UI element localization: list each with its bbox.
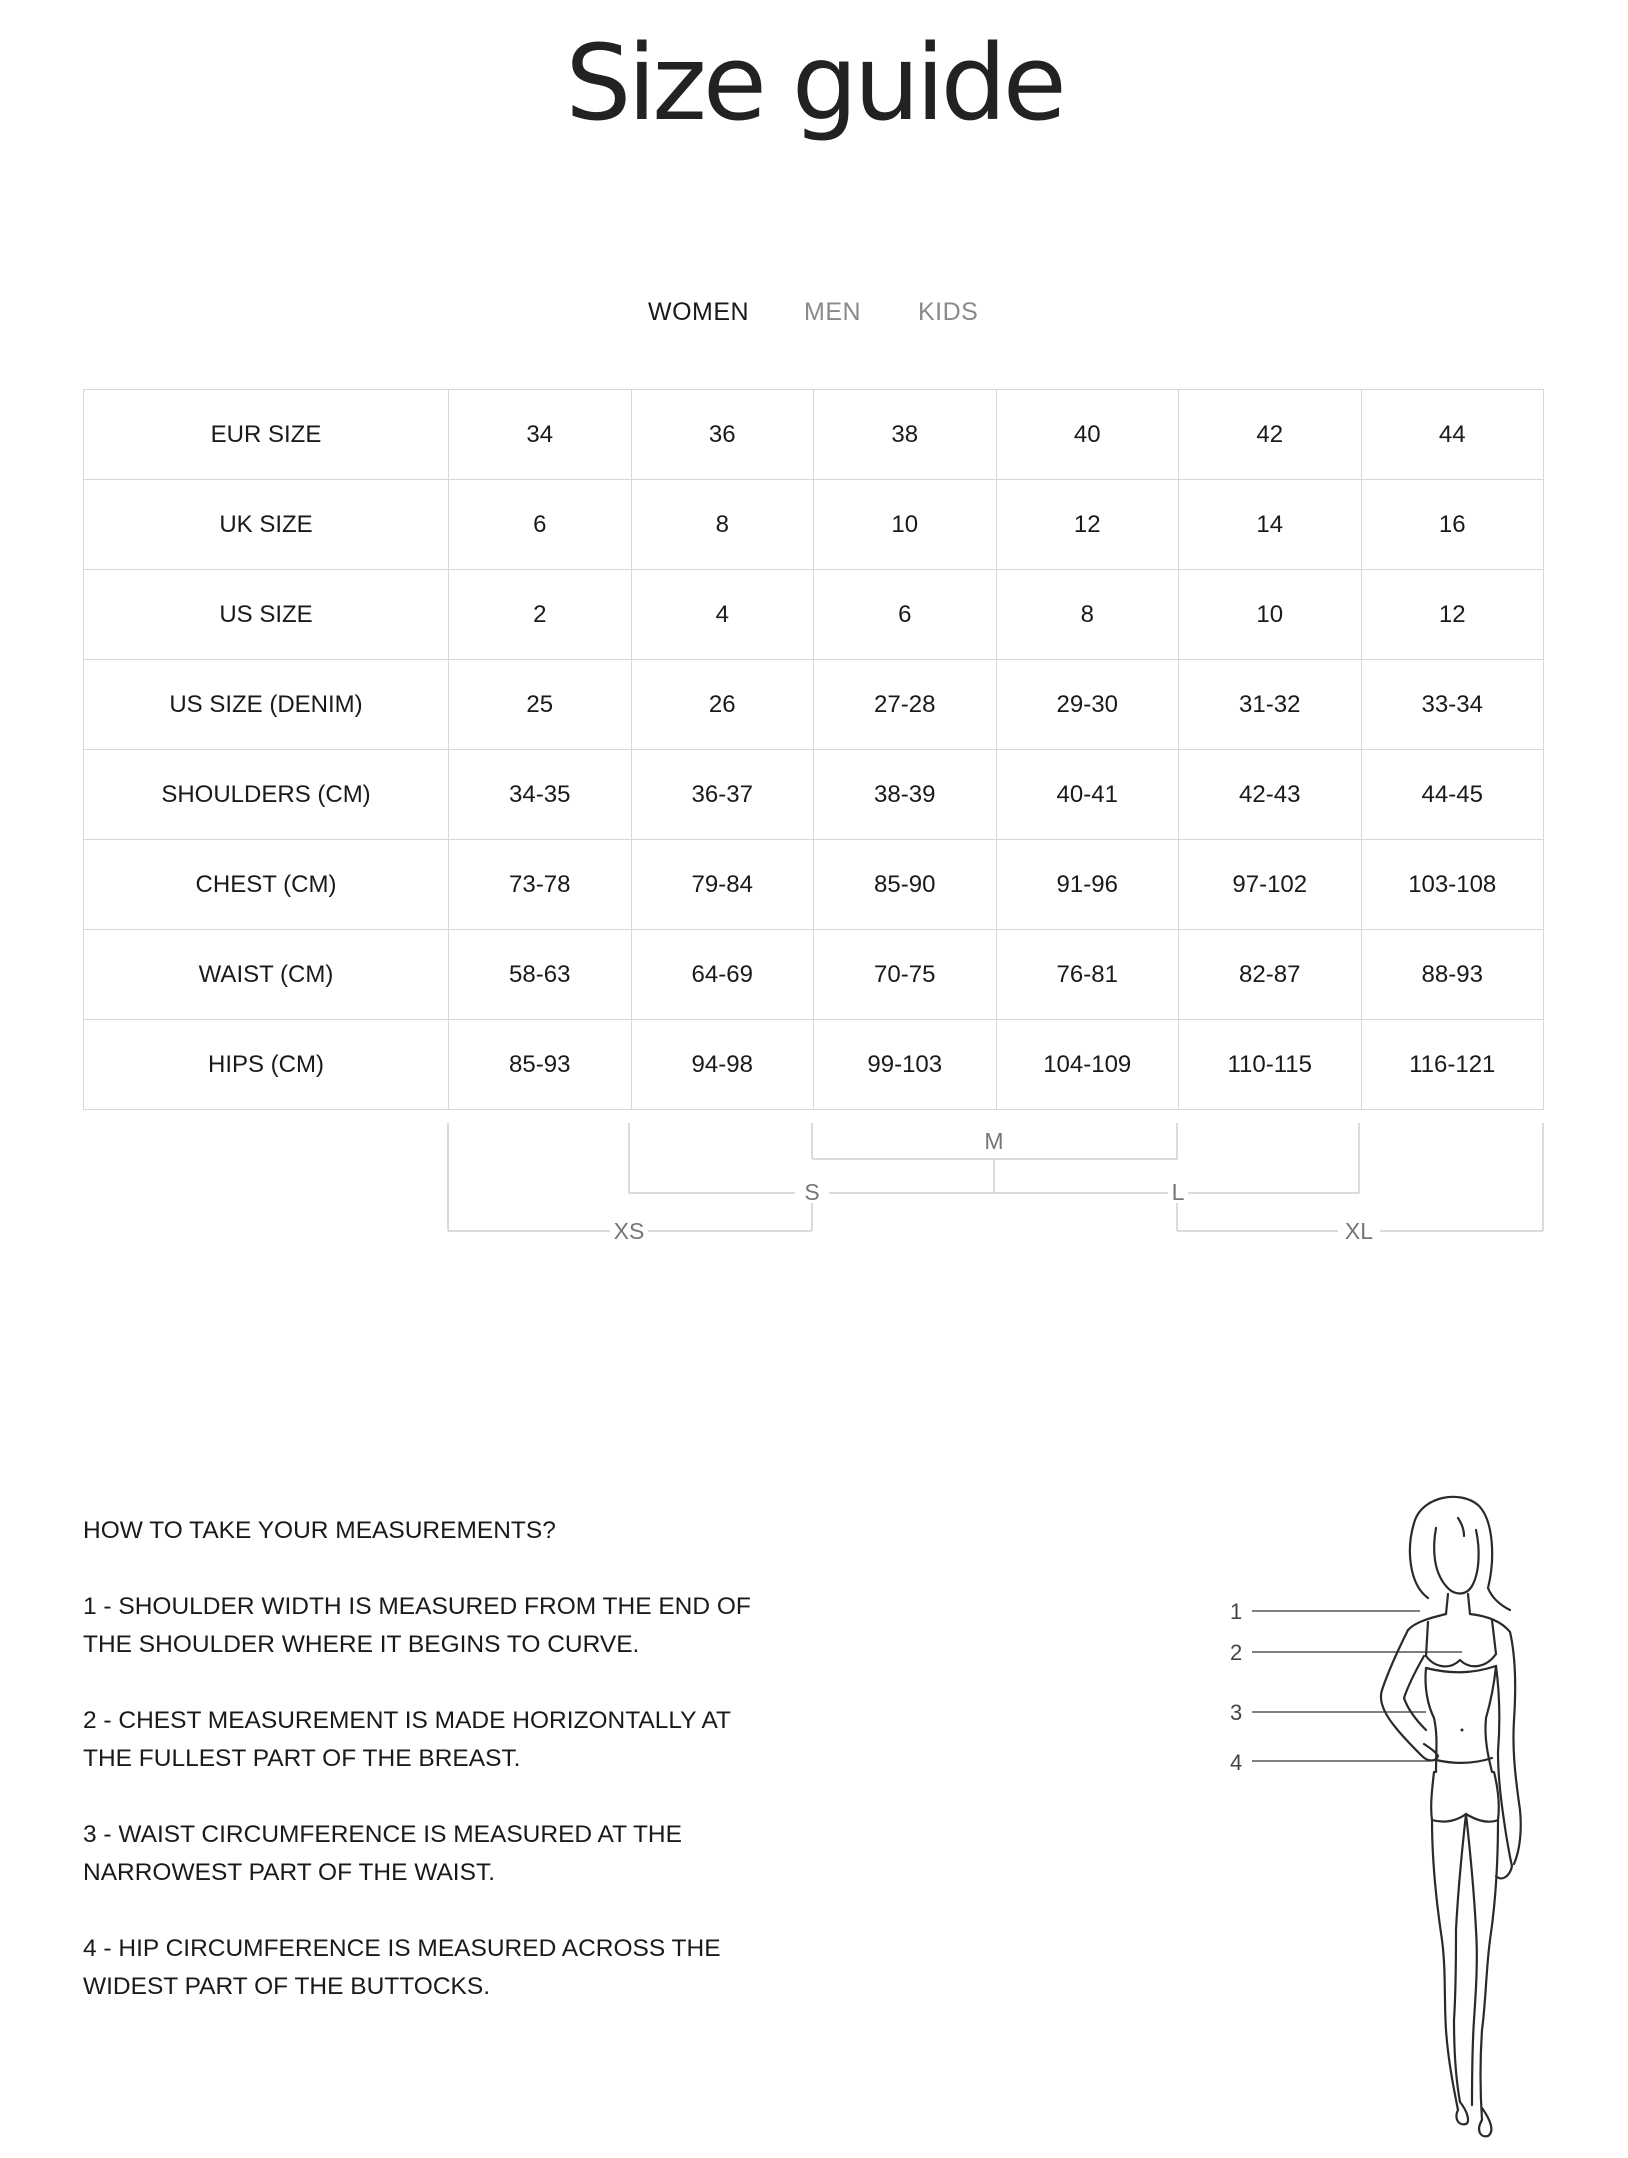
table-cell: 91-96 xyxy=(996,840,1179,930)
size-label-s: S xyxy=(804,1179,820,1205)
row-label: UK SIZE xyxy=(84,480,449,570)
row-label: EUR SIZE xyxy=(84,390,449,480)
bracket-l xyxy=(994,1123,1359,1231)
table-cell: 88-93 xyxy=(1361,930,1544,1020)
table-cell: 8 xyxy=(631,480,814,570)
marker-3: 3 xyxy=(1230,1700,1243,1725)
instruction-line: 1 - SHOULDER WIDTH IS MEASURED FROM THE END OF xyxy=(83,1593,751,1620)
table-cell: 36 xyxy=(631,390,814,480)
row-label: HIPS (CM) xyxy=(84,1020,449,1110)
size-label-l: L xyxy=(1171,1179,1185,1205)
table-cell: 40 xyxy=(996,390,1179,480)
bracket-s xyxy=(629,1123,994,1231)
table-row-us-size-denim xyxy=(84,660,1544,750)
table-cell: 104-109 xyxy=(996,1020,1179,1110)
table-cell: 36-37 xyxy=(631,750,814,840)
instruction-line: THE FULLEST PART OF THE BREAST. xyxy=(83,1745,521,1772)
table-row-eur-size xyxy=(84,390,1544,480)
bracket-xs xyxy=(448,1123,812,1244)
marker-1: 1 xyxy=(1230,1599,1243,1624)
table-row-shoulders xyxy=(84,750,1544,840)
instruction-step-3 xyxy=(83,1816,803,1892)
table-cell: 12 xyxy=(996,480,1179,570)
table-row-hips xyxy=(84,1020,1544,1110)
size-label-xs: XS xyxy=(613,1218,645,1244)
table-cell: 85-93 xyxy=(449,1020,632,1110)
row-label: WAIST (CM) xyxy=(84,930,449,1020)
table-cell: 2 xyxy=(449,570,632,660)
page-title: Size guide xyxy=(565,22,1063,144)
instruction-line: 3 - WAIST CIRCUMFERENCE IS MEASURED AT THE xyxy=(83,1821,682,1848)
bracket-xl xyxy=(1177,1123,1543,1244)
table-cell: 25 xyxy=(449,660,632,750)
table-cell: 33-34 xyxy=(1361,660,1544,750)
table-cell: 16 xyxy=(1361,480,1544,570)
table-cell: 44 xyxy=(1361,390,1544,480)
table-cell: 42 xyxy=(1179,390,1362,480)
table-cell: 6 xyxy=(814,570,997,660)
instruction-line: 2 - CHEST MEASUREMENT IS MADE HORIZONTALLY AT xyxy=(83,1707,732,1734)
table-cell: 12 xyxy=(1361,570,1544,660)
table-row-chest xyxy=(84,840,1544,930)
table-cell: 116-121 xyxy=(1361,1020,1544,1110)
table-cell: 44-45 xyxy=(1361,750,1544,840)
table-cell: 8 xyxy=(996,570,1179,660)
table-cell: 64-69 xyxy=(631,930,814,1020)
tab-women[interactable]: WOMEN xyxy=(648,298,750,326)
table-row-waist xyxy=(84,930,1544,1020)
row-label: US SIZE (DENIM) xyxy=(84,660,449,750)
instruction-line: WIDEST PART OF THE BUTTOCKS. xyxy=(83,1973,491,2000)
table-cell: 31-32 xyxy=(1179,660,1362,750)
row-label: SHOULDERS (CM) xyxy=(84,750,449,840)
table-cell: 42-43 xyxy=(1179,750,1362,840)
table-cell: 4 xyxy=(631,570,814,660)
table-cell: 34 xyxy=(449,390,632,480)
table-cell: 76-81 xyxy=(996,930,1179,1020)
table-cell: 27-28 xyxy=(814,660,997,750)
table-row-us-size xyxy=(84,570,1544,660)
size-label-xl: XL xyxy=(1344,1218,1374,1244)
table-cell: 97-102 xyxy=(1179,840,1362,930)
table-cell: 10 xyxy=(1179,570,1362,660)
table-cell: 103-108 xyxy=(1361,840,1544,930)
instruction-step-1 xyxy=(83,1588,803,1664)
table-cell: 6 xyxy=(449,480,632,570)
instruction-step-4 xyxy=(83,1930,803,2006)
table-cell: 58-63 xyxy=(449,930,632,1020)
table-cell: 110-115 xyxy=(1179,1020,1362,1110)
table-cell: 79-84 xyxy=(631,840,814,930)
tab-men[interactable]: MEN xyxy=(804,298,862,326)
woman-outline-icon xyxy=(1381,1497,1521,2136)
size-table xyxy=(83,389,1544,1110)
instruction-line: THE SHOULDER WHERE IT BEGINS TO CURVE. xyxy=(83,1631,640,1658)
bracket-m xyxy=(812,1123,1177,1193)
marker-2: 2 xyxy=(1230,1640,1243,1665)
table-cell: 82-87 xyxy=(1179,930,1362,1020)
tab-kids[interactable]: KIDS xyxy=(918,298,979,326)
table-cell: 40-41 xyxy=(996,750,1179,840)
instruction-line: NARROWEST PART OF THE WAIST. xyxy=(83,1859,496,1886)
table-cell: 14 xyxy=(1179,480,1362,570)
instruction-line: 4 - HIP CIRCUMFERENCE IS MEASURED ACROSS THE xyxy=(83,1935,721,1962)
instructions-heading: HOW TO TAKE YOUR MEASUREMENTS? xyxy=(83,1517,556,1544)
table-cell: 70-75 xyxy=(814,930,997,1020)
marker-4: 4 xyxy=(1230,1750,1243,1775)
gender-tabs xyxy=(0,290,1628,334)
body-measurement-illustration xyxy=(1210,1490,1570,2140)
table-cell: 73-78 xyxy=(449,840,632,930)
table-cell: 34-35 xyxy=(449,750,632,840)
table-cell: 26 xyxy=(631,660,814,750)
table-cell: 94-98 xyxy=(631,1020,814,1110)
instruction-step-2 xyxy=(83,1702,803,1778)
table-cell: 10 xyxy=(814,480,997,570)
table-cell: 29-30 xyxy=(996,660,1179,750)
table-cell: 99-103 xyxy=(814,1020,997,1110)
table-cell: 38-39 xyxy=(814,750,997,840)
table-row-uk-size xyxy=(84,480,1544,570)
size-label-m: M xyxy=(984,1128,1004,1154)
table-cell: 38 xyxy=(814,390,997,480)
row-label: CHEST (CM) xyxy=(84,840,449,930)
row-label: US SIZE xyxy=(84,570,449,660)
measurement-instructions xyxy=(83,1512,803,2044)
table-cell: 85-90 xyxy=(814,840,997,930)
